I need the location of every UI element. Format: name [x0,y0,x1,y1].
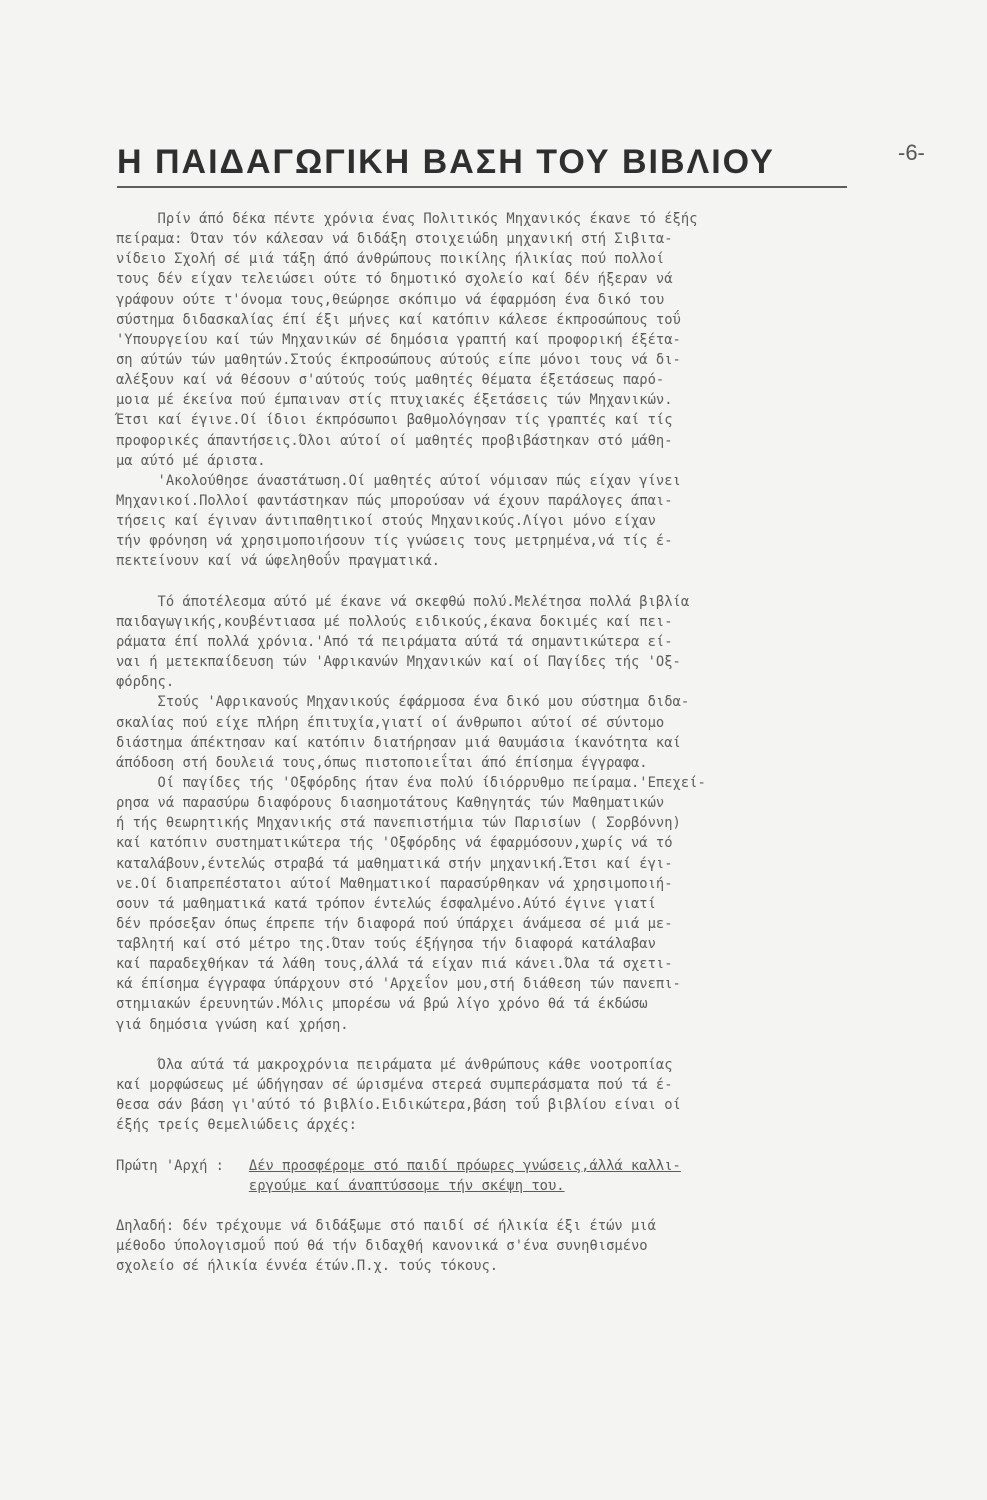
paragraph-gap [116,1196,936,1216]
text-line: ρησα νά παρασύρω διαφόρους διασημοτάτους Καθηγητάς τών Μαθηματικών [116,795,665,812]
paragraph [116,209,936,471]
text-line: παιδαγωγικής,κουβέντιασα μέ πολλούς ειδικούς,έκανα δοκιμές καί πει- [116,613,673,630]
text-line: γιά δημόσια γνώση καί χρήση. [116,1016,349,1033]
text-line: σύστημα διδασκαλίας έπί έξι μήνες καί κατόπιν κάλεσε έκπροσώπους τοΰ [116,311,681,328]
text-line: καί μορφώσεως μέ ώδήγησαν σέ ώρισμένα στερεά συμπεράσματα πού τά έ- [116,1077,673,1094]
text-line: φόρδης. [116,674,175,691]
text-line: 'Ακολούθησε άναστάτωση.Οί μαθητές αύτοί νόμισαν πώς είχαν γίνει [116,472,681,489]
paragraph-gap [116,1135,936,1155]
text-line: τους δέν είχαν τελειώσει ούτε τό δημοτικό σχολείο καί δέν ήξεραν νά [116,271,673,288]
text-line: Τό άποτέλεσμα αύτό μέ έκανε νά σκεφθώ πολύ.Μελέτησα πολλά βιβλία [116,593,690,610]
text-line: διάστημα άπέκτησαν καί κατόπιν διατήρησαν μιά θαυμάσια ίκανότητα καί [116,734,681,751]
text-line: άπόδοση στή δουλειά τους,όπως πιστοποιεΐται άπό έπίσημα έγγραφα. [116,754,648,771]
text-line: ναι ή μετεκπαίδευση τών 'Αφρικανών Μηχανικών καί οί Παγίδες τής 'Οξ- [116,654,681,671]
explanation [116,1216,936,1276]
text-line: νε.Οί διαπρεπέστατοι αύτοί Μαθηματικοί παρασύρθηκαν νά χρησιμοποιή- [116,875,673,892]
text-line: Όλα αύτά τά μακροχρόνια πειράματα μέ άνθρώπους κάθε νοοτροπίας [116,1056,673,1073]
text-line: νίδειο Σχολή σέ μιά τάξη άπό άνθρώπους ποικίλης ήλικίας πού πολλοί [116,251,665,268]
text-line: 'Υπουργείου καί τών Μηχανικών σέ δημόσια γραπτή καί προφορική έξέτα- [116,331,681,348]
text-line: μέθοδο ύπολογισμοΰ πού θά τήν διδαχθή κανονικά σ'ένα συνηθισμένο [116,1238,648,1255]
text-line: καί παραδεχθήκαν τά λάθη τους,άλλά τά είχαν πιά κάνει.Όλα τά σχετι- [116,956,673,973]
text-line: Οί παγίδες τής 'Οξφόρδης ήταν ένα πολύ ίδιόρρυθμο πείραμα.'Επεχεί- [116,774,706,791]
text-line: μα αύτό μέ άριστα. [116,452,266,469]
text-line: θεσα σάν βάση γι'αύτό τό βιβλίο.Ειδικώτερα,βάση τοΰ βιβλίου είναι οί [116,1097,681,1114]
principle-line [116,1156,936,1176]
text-line: μοια μέ έκείνα πού έμπαιναν στίς πτυχιακές έξετάσεις τών Μηχανικών. [116,392,673,409]
text-line: πεκτείνουν καί νά ώφεληθοΰν πραγματικά. [116,553,440,570]
text-line: ράματα έπί πολλά χρόνια.'Από τά πειράματα αύτά τά σημαντικώτερα εί- [116,633,673,650]
text-line: τήσεις καί έγιναν άντιπαθητικοί στούς Μηχανικούς.Λίγοι μόνο είχαν [116,513,656,530]
text-line: σχολείο σέ ήλικία έννέα έτών.Π.χ. τούς τόκους. [116,1258,499,1275]
paragraph-gap [116,1035,936,1055]
text-line: σκαλίας πού είχε πλήρη έπιτυχία,γιατί οί άνθρωποι αύτοί σέ σύντομο [116,714,665,731]
text-line: καταλάβουν,έντελώς στραβά τά μαθηματικά στήν μηχανική.Έτσι καί έγι- [116,855,673,872]
text-line: τήν φρόνηση νά χρησιμοποιήσουν τίς γνώσεις τους μετρημένα,νά τίς έ- [116,533,673,550]
text-line: ή τής θεωρητικής Μηχανικής στά πανεπιστήμια τών Παρισίων ( Σορβόννη) [116,815,681,832]
paragraph [116,592,936,693]
text-line: Μηχανικοί.Πολλοί φαντάστηκαν πώς μπορούσαν νά έχουν παράλογες άπαι- [116,492,673,509]
text-line: Στούς 'Αφρικανούς Μηχανικούς έφάρμοσα ένα δικό μου σύστημα διδα- [116,694,690,711]
principle-block [116,1156,936,1196]
principle-label: Πρώτη 'Αρχή : [116,1157,224,1174]
text-line: καί κατόπιν συστηματικώτερα τής 'Οξφόρδης νά έφαρμόσουν,χωρίς νά τό [116,835,673,852]
text-line: σουν τά μαθηματικά κατά τρόπον έντελώς έσφαλμένο.Αύτό έγινε γιατί [116,895,656,912]
text-line: πείραμα: Όταν τόν κάλεσαν νά διδάξη στοιχειώδη μηχανική στή Σιβιτα- [116,231,673,248]
principle-line [116,1176,936,1196]
page-number: -6- [898,140,925,165]
text-line: αλέξουν καί νά θέσουν σ'αύτούς τούς μαθητές θέματα έξετάσεως παρό- [116,372,665,389]
text-line: Έτσι καί έγινε.Οί ίδιοι έκπρόσωποι βαθμολόγησαν τίς γραπτές καί τίς [116,412,673,429]
principle-text: εργούμε καί άναπτύσσομε τήν σκέψη του. [248,1177,565,1194]
title-underline [117,186,847,188]
text-line: ση αύτών τών μαθητών.Στούς έκπροσώπους αύτούς είπε μόνοι τους νά δι- [116,351,681,368]
text-line: έξής τρείς θεμελιώδεις άρχές: [116,1117,357,1134]
text-line: δέν πρόσεξαν όπως έπρεπε τήν διαφορά πού ύπάρχει άνάμεσα σέ μιά με- [116,915,673,932]
text-line: γράφουν ούτε τ'όνομα τους,θεώρησε σκόπιμο νά έφαρμόση ένα δικό του [116,291,665,308]
paragraph [116,692,936,773]
principle-text: Δέν προσφέρομε στό παιδί πρόωρες γνώσεις,άλλά καλλι- [248,1157,681,1174]
paragraph [116,471,936,572]
text-line: προφορικές άπαντήσεις.Όλοι αύτοί οί μαθητές προβιβάστηκαν στό μάθη- [116,432,673,449]
body-text [116,209,936,1276]
page-title: Η ΠΑΙΔΑΓΩΓΙΚΗ ΒΑΣΗ ΤΟΥ ΒΙΒΛΙΟΥ [117,143,775,181]
paragraph-gap [116,572,936,592]
paragraph [116,773,936,1035]
paragraph [116,1055,936,1136]
text-line: στημιακών έρευνητών.Μόλις μπορέσω νά βρώ λίγο χρόνο θά τά έκδώσω [116,996,648,1013]
text-line: ταβλητή καί στό μέτρο της.Όταν τούς έξήγησα τήν διαφορά κατάλαβαν [116,936,656,953]
text-line: Δηλαδή: δέν τρέχουμε νά διδάξωμε στό παιδί σέ ήλικία έξι έτών μιά [116,1218,656,1235]
text-line: Πρίν άπό δέκα πέντε χρόνια ένας Πολιτικός Μηχανικός έκανε τό έξής [116,211,698,227]
text-line: κά έπίσημα έγγραφα ύπάρχουν στό 'Αρχεΐον μου,στή διάθεση τών πανεπι- [116,976,681,993]
